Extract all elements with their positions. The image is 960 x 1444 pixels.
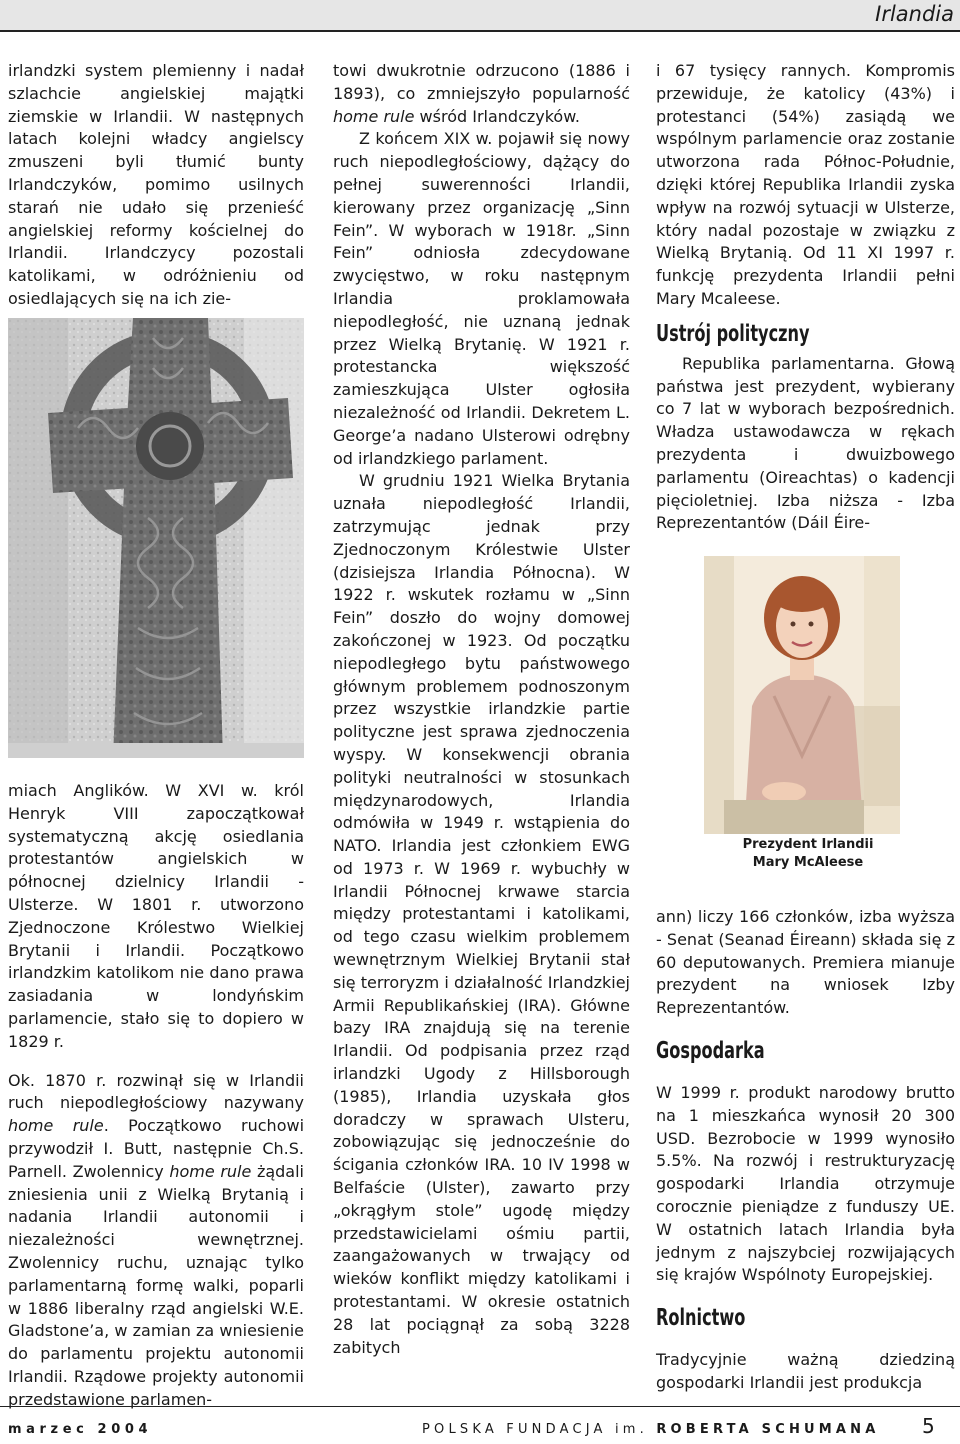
president-photo: [704, 556, 900, 834]
heading-rolnictwo: Rolnictwo: [656, 1305, 746, 1332]
caption-line: Mary McAleese: [752, 855, 864, 870]
paragraph: Republika parlamentarna. Głową państwa jest prezydent, wybierany co 7 lat w wyborach bezpośrednich. Władza ustawodawcza w rękach prezydenta i dwuizbowego parlamentu (Oireachtas) o kadencji pięcioletniej. Izba niższa - Izba Reprezentantów (Dáil Éire-: [656, 353, 955, 533]
paragraph: Tradycyjnie ważną dziedziną gospodarki Irlandii jest produkcja: [656, 1350, 955, 1392]
celtic-cross-image: [8, 318, 304, 758]
paragraph: W 1999 r. produkt narodowy brutto na 1 mieszkańca wynosił 20 300 USD. Bezrobocie w 1999 wynosiło 5.5%. Na rozwój i restrukturyzację gospodarki Irlandia otrzymuje corocznie pieniądze z funduszy UE. W ostatnich latach Irlandia była jednym z najszybciej rozwijających się krajów Wspólnoty Europejskiej.: [656, 1082, 955, 1285]
heading-gospodarka: Gospodarka: [656, 1037, 765, 1064]
publisher-name: POLSKA FUNDACJA im. ROBERTA SCHUMANA: [422, 1422, 880, 1437]
column-1-top: [8, 60, 304, 311]
caption-line: Prezydent Irlandii: [742, 837, 874, 852]
paragraph: W grudniu 1921 Wielka Brytania uznała niepodległość Irlandii, zatrzymując jednak przy Zjednoczonym Królestwie Ulster (dzisiejsza Irlandia Północna). W 1922 r. wskutek rozłamu w „Sinn Fein” doszło do wojny domowej zakończonej w 1923. Od początku niepodległego bytu państwowego głównym problemem podnoszonym przez wszystkie irlandzkie partie polityczne jest sprawa zjednoczenia wyspy. W konsekwencji obrania polityki neutralności w stosunkach międzynarodowych, Irlandia odmówiła w 1949 r. wstąpienia do NATO. Irlandia jest członkiem EWG od 1973 r. W 1969 r. wybuchły w Irlandii Północnej krwawe starcia między protestantami i katolikami, od tego czasu wielkim problemem wewnętrznym Wielkiej Brytanii stał się terroryzm i działalność Irlandzkiej Armii Republikańskiej (IRA). Główne bazy IRA znajdują się na terenie Irlandii. Od podpisania przez rząd irlandzki Ugody z Hillsborough (1985), Irlandia uzyskała głos doradczy w sprawach Ulsteru, zobowiązując się jednocześnie do ścigania członków IRA. 10 IV 1998 w Belfaście (Ulster), zawarto przy „okrągłym stole” ugodę między przedstawicielami ośmiu partii, zaangażowanych w trwający od wieków konflikt między katolikami i protestantami. W okresie ostatnich 28 lat pociągnął za sobą 3228 zabitych: [333, 471, 630, 1357]
column-1-bottom: [8, 764, 304, 1428]
emphasis: home rule: [8, 1116, 104, 1136]
paragraph: Z końcem XIX w. pojawił się nowy ruch niepodległościowy, dążący do pełnej suwerenności Irlandii, kierowany przez organizację „Sinn Fein”. W wyborach w 1918r. „Sinn Fein” odniosła zdecydowane zwycięstwo, w roku następnym Irlandia proklamowała niepodległość, nie uznaną jednak przez Wielką Brytanię. W 1921 r. protestancka większość zamieszkująca Ulster ogłosiła niezależność od Irlandii. Dekretem L. George’a nadano Ulsterowi odrębny od irlandzkiego parlament.: [333, 129, 630, 468]
footer-rule: [0, 1406, 960, 1407]
paragraph: Ok. 1870 r. rozwinął się w Irlandii ruch niepodległościowy nazywany home rule. Początkowo ruchowi przywodził I. Butt, następnie Ch.S. Parnell. Zwolennicy home rule żądali zniesienia unii z Wielką Brytanią i nadania Irlandii autonomii i niezależności wewnętrznej. Zwolennicy ruchu, uznając tylko parlamentarną formę walki, poparli w 1886 liberalny rząd angielski W.E. Gladstone’a, w zamian za wniesienie do parlamentu projektu autonomii Irlandii. Rządowe projekty autonomii przedstawione parlamen-: [8, 1070, 305, 1409]
column-2: [333, 60, 630, 1359]
heading-ustroj: Ustrój polityczny: [656, 320, 810, 347]
paragraph: ann) liczy 166 członków, izba wyższa - Senat (Seanad Éireann) składa się z 60 deputowanych. Premiera mianuje prezydent na wniosek Izby Reprezentantów.: [656, 907, 955, 1018]
celtic-cross-photo: [8, 318, 304, 758]
emphasis: home rule: [333, 106, 415, 126]
paragraph: irlandzki system plemienny i nadał szlachcie angielskiej majątki ziemskie w Irlandii. W następnych latach kolejni władcy angielscy zmuszeni byli tłumić bunty Irlandczyków, pomimo usilnych starań nie udało się przenieść angielskiej reformy kościelnej do Irlandii. Irlandczycy pozostali katolikami, w odróżnieniu od osiedlających się na ich zie-: [8, 61, 304, 308]
section-title: Irlandia: [875, 2, 954, 26]
page-number: 5: [922, 1414, 935, 1438]
column-3-top: [656, 60, 955, 535]
column-3-bottom: [656, 890, 955, 1411]
issue-date: marzec 2004: [8, 1422, 153, 1437]
photo-caption: [704, 836, 912, 872]
header-band: [0, 0, 960, 32]
paragraph: miach Anglików. W XVI w. król Henryk VIII zapoczątkował systematyczną akcję osiedlania protestantów angielskich w północnej dzielnicy Irlandii - Ulsterze. W 1801 r. utworzono Zjednoczone Królestwo Wielkiej Brytanii i Irlandii. Początkowo irlandzkim katolikom nie dano prawa zasiadania w londyńskim parlamencie, stało się to dopiero w 1829 r.: [8, 781, 304, 1051]
president-portrait: [704, 556, 900, 834]
paragraph: towi dwukrotnie odrzucono (1886 i 1893), co zmniejszyło popularność home rule wśród Irlandczyków.: [333, 61, 630, 126]
emphasis: home rule: [169, 1161, 252, 1181]
paragraph: i 67 tysięcy rannych. Kompromis przewiduje, że katolicy (43%) i protestanci (54%) zasiądą we wspólnym parlamencie oraz zostanie utworzona rada Północ-Południe, dzięki której Republika Irlandii zyska wpływ na rozwój sytuacji w Ulsterze, który nadal pozostaje w związku z Wielką Brytanią. Od 11 XI 1997 r. funkcję prezydenta Irlandii pełni Mary Mcaleese.: [656, 61, 955, 308]
